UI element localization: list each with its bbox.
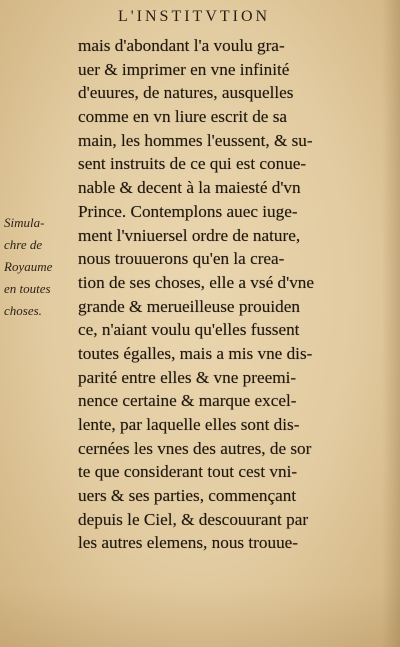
margin-note-line: Royaume xyxy=(4,259,53,274)
margin-note-line: Simula- xyxy=(4,215,45,230)
text-line: nable & decent à la maiesté d'vn xyxy=(78,178,301,198)
text-line: d'euures, de natures, ausquelles xyxy=(78,83,294,103)
text-line: mais d'abondant l'a voulu gra- xyxy=(78,36,285,55)
text-line: main, les hommes l'eussent, & su- xyxy=(78,130,313,150)
running-head: L'INSTITVTION xyxy=(118,8,271,25)
text-line: depuis le Ciel, & descouurant par xyxy=(78,509,309,529)
text-line: nence certaine & marque excel- xyxy=(78,391,297,411)
text-line: cernées les vnes des autres, de sor xyxy=(78,438,312,458)
text-line: comme en vn liure escrit de sa xyxy=(78,107,288,127)
text-line: lente, par laquelle elles sont dis- xyxy=(78,415,300,434)
text-line: ment l'vniuersel ordre de nature, xyxy=(78,225,301,245)
text-line: uer & imprimer en vne infinité xyxy=(78,59,290,79)
text-line: sent instruits de ce qui est conue- xyxy=(78,154,307,174)
margin-note-line: chre de xyxy=(4,237,43,252)
page-stain xyxy=(0,587,400,647)
page-edge-shadow xyxy=(382,0,400,647)
text-line: Prince. Contemplons auec iuge- xyxy=(78,201,298,221)
body-text xyxy=(78,34,378,555)
text-line: te que considerant tout cest vni- xyxy=(78,462,298,482)
margin-note-line: choses. xyxy=(4,303,42,318)
text-line: uers & ses parties, commençant xyxy=(78,486,297,506)
text-line: ce, n'aiant voulu qu'elles fussent xyxy=(78,320,300,340)
margin-note-line: en toutes xyxy=(4,281,51,296)
text-line: parité entre elles & vne preemi- xyxy=(78,367,297,387)
text-line: tion de ses choses, elle a vsé d'vne xyxy=(78,272,315,292)
text-line: nous trouuerons qu'en la crea- xyxy=(78,249,285,269)
margin-note xyxy=(4,212,70,322)
text-line: les autres elemens, nous trouue- xyxy=(78,533,299,553)
text-line: grande & merueilleuse prouiden xyxy=(78,296,300,316)
text-line: toutes égalles, mais a mis vne dis- xyxy=(78,343,313,363)
